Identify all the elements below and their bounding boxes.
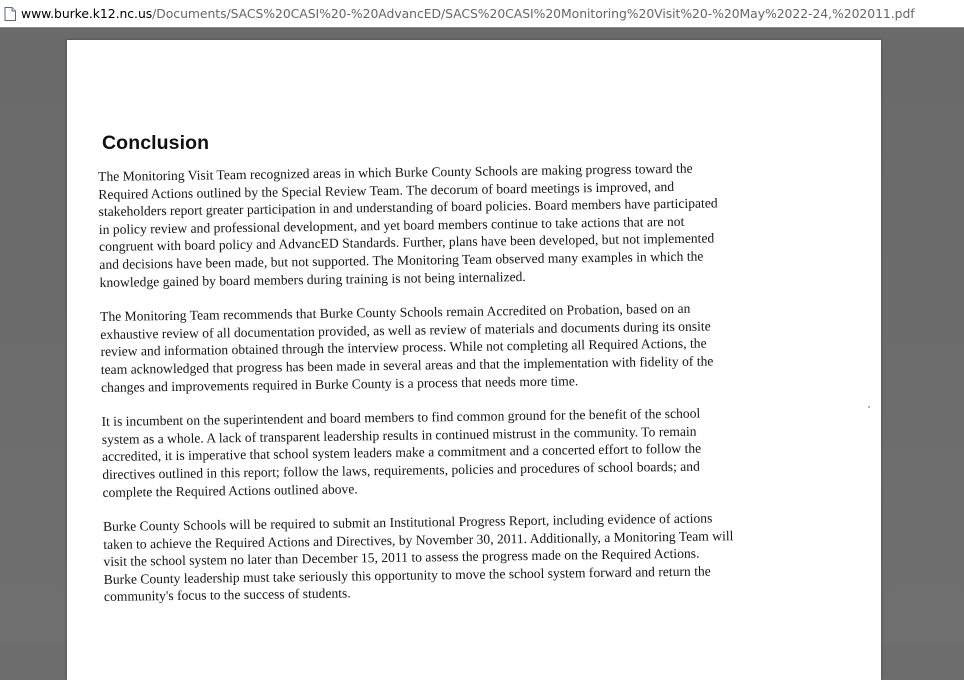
text-line: Burke County leadership must take seriously this opportunity to move the school system forward and return the — [103, 563, 711, 587]
text-line: and decisions have been made, but not supported. The Monitoring Team observed many examples in which the — [99, 248, 704, 272]
url-path: /Documents/SACS%20CASI%20-%20AdvancED/SACS%20CASI%20Monitoring%20Visit%20-%20May%2022-24,%202011.pdf — [152, 6, 915, 21]
document-body — [98, 158, 794, 623]
text-line: accredited, it is imperative that school system leaders make a commitment and a concerted effort to follow the — [101, 440, 702, 465]
paragraph-1 — [98, 158, 790, 291]
text-line: complete the Required Actions outlined above. — [102, 480, 358, 500]
text-line: congruent with board policy and AdvancED Standards. Further, plans have been developed, but not implemented — [98, 230, 715, 255]
text-line: Required Actions outlined by the Special Review Team. The decorum of board meetings is improved, and — [98, 178, 675, 202]
url-text[interactable] — [21, 6, 915, 21]
scan-speck — [868, 406, 870, 408]
text-line: Burke County Schools will be required to submit an Institutional Progress Report, including evidence of actions — [102, 510, 713, 535]
text-line: changes and improvements required in Burke County is a process that needs more time. — [100, 372, 579, 395]
text-line: directives outlined in this report; follow the laws, requirements, policies and procedures of school boards; and — [102, 458, 700, 482]
pdf-page — [67, 40, 881, 680]
text-line: visit the school system no later than December 15, 2011 to assess the progress made on the Required Actions. — [103, 545, 700, 570]
text-line: stakeholders report greater participation in and understanding of board policies. Board members have participated — [98, 195, 718, 220]
text-line: team acknowledged that progress has been made in several areas and that the implementation with fidelity of the — [100, 353, 714, 377]
url-host: www.burke.k12.nc.us — [21, 6, 153, 21]
address-bar[interactable] — [0, 0, 964, 28]
text-line: It is incumbent on the superintendent and board members to find common ground for the benefit of the school — [101, 405, 701, 430]
pdf-viewer[interactable] — [0, 28, 964, 643]
text-line: The Monitoring Visit Team recognized areas in which Burke County Schools are making progress toward the — [98, 160, 693, 184]
text-line: The Monitoring Team recommends that Burke County Schools remain Accredited on Probation, based on an — [99, 300, 691, 325]
paragraph-4 — [103, 508, 794, 606]
text-line: exhaustive review of all documentation provided, as well as review of materials and documents during its onsite — [100, 318, 711, 342]
text-line: in policy review and professional development, and yet board members continue to take actions that are not — [98, 213, 685, 237]
text-line: knowledge gained by board members during training is not being internalized. — [99, 268, 526, 290]
text-line: system as a whole. A lack of transparent leadership results in continued mistrust in the community. To remain — [101, 423, 697, 447]
document-heading: Conclusion — [102, 132, 210, 154]
text-line: taken to achieve the Required Actions and Directives, by November 30, 2011. Additionally, a Monitoring Team will — [103, 527, 734, 552]
paragraph-2 — [100, 299, 791, 397]
paragraph-3 — [101, 403, 792, 501]
page-icon — [4, 7, 16, 21]
text-line: review and information obtained through the interview process. While not completing all Required Actions, the — [100, 335, 707, 360]
text-line: community's focus to the success of students. — [103, 585, 351, 605]
